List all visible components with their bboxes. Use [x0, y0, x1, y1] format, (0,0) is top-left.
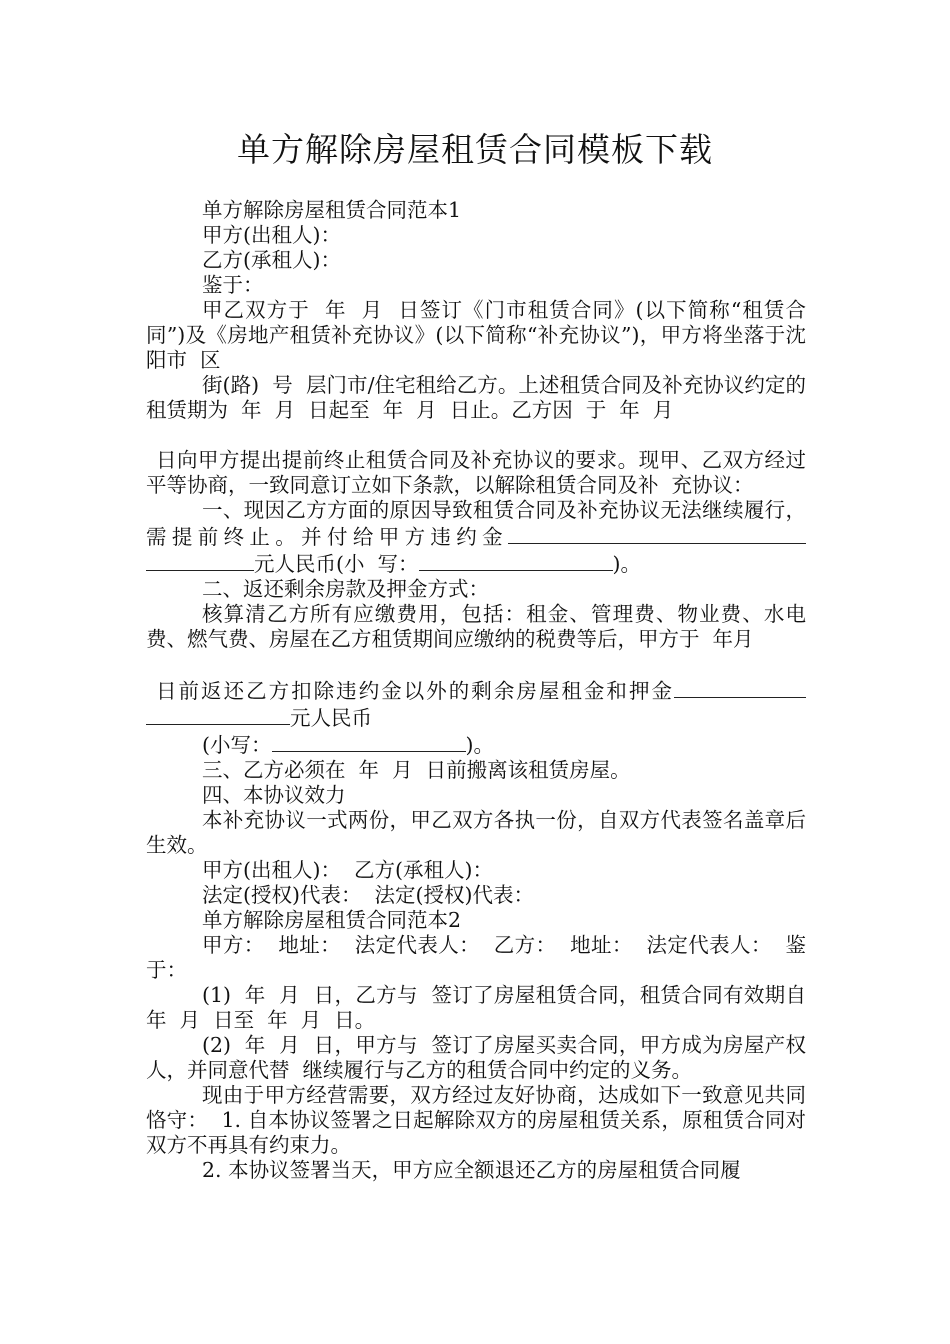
- paragraph-lease-term: 街(路) 号 层门市/住宅租给乙方。上述租赁合同及补充协议约定的租赁期为 年 月 日起至 年 月 日止。乙方因 于 年 月: [146, 373, 806, 422]
- penalty-amount-blank: [508, 523, 806, 544]
- penalty-amount-blank-cont: [146, 550, 254, 571]
- paragraph-refund: [146, 677, 806, 731]
- clause-1-text: 一、现因乙方方面的原因导致租赁合同及补充协议无法继续履行，需提前终止。并付给甲方违约金: [146, 498, 806, 549]
- paragraph-clause-1: [146, 498, 806, 577]
- paragraph-agreement-2: 2. 本协议签署当天，甲方应全额退还乙方的房屋租赁合同履: [202, 1158, 741, 1182]
- paragraph-clause-4-heading: 四、本协议效力: [202, 783, 346, 807]
- document-body: [146, 198, 820, 1183]
- refund-text: 日前返还乙方扣除违约金以外的剩余房屋租金和押金: [156, 679, 674, 703]
- paragraph-sample-2-heading: 单方解除房屋租赁合同范本2: [202, 908, 462, 932]
- paragraph-gap: [146, 652, 806, 677]
- paragraph-termination-request: 日向甲方提出提前终止租赁合同及补充协议的要求。现甲、乙双方经过平等协商，一致同意订立如下条款，以解除租赁合同及补 充协议：: [146, 448, 806, 497]
- paragraph-agreement-1: 现由于甲方经营需要，双方经过友好协商，达成如下一致意见共同恪守： 1. 自本协议签署之日起解除双方的房屋租赁关系，原租赁合同对双方不再具有约束力。: [146, 1083, 806, 1157]
- refund-currency: 元人民币: [290, 706, 372, 730]
- paragraph-recital-1: (1) 年 月 日，乙方与 签订了房屋租赁合同，租赁合同有效期自 年 月 日至 年 月 日。: [146, 983, 820, 1032]
- paragraph-fee-settlement: 核算清乙方所有应缴费用，包括：租金、管理费、物业费、水电费、燃气费、房屋在乙方租赁期间应缴纳的税费等后，甲方于 年月: [146, 602, 806, 651]
- refund-amount-blank: [674, 677, 806, 698]
- paragraph-party-b: 乙方(承租人)：: [202, 248, 341, 272]
- refund-lowercase-blank: [272, 731, 466, 752]
- paragraph-refund-lowercase: [146, 731, 806, 758]
- clause-1-close: )。: [612, 552, 642, 576]
- paragraph-recital-2: (2) 年 月 日，甲方与 签订了房屋买卖合同，甲方成为房屋产权人，并同意代替 继续履行与乙方的租赁合同中约定的义务。: [146, 1033, 806, 1082]
- penalty-lowercase-blank: [419, 550, 613, 571]
- paragraph-contract-signing: 甲乙双方于 年 月 日签订《门市租赁合同》(以下简称“租赁合同”)及《房地产租赁补充协议》(以下简称“补充协议”)，甲方将坐落于沈阳市 区: [146, 298, 806, 372]
- paragraph-sample-1-heading: 单方解除房屋租赁合同范本1: [202, 198, 462, 222]
- paragraph-sample-2-parties: 甲方： 地址： 法定代表人： 乙方： 地址： 法定代表人： 鉴于：: [146, 933, 806, 982]
- refund-lowercase-close: )。: [465, 733, 494, 757]
- clause-1-currency: 元人民币(小 写：: [254, 552, 419, 576]
- paragraph-clause-3: 三、乙方必须在 年 月 日前搬离该租赁房屋。: [202, 758, 631, 782]
- document-title: 单方解除房屋租赁合同模板下载: [237, 130, 713, 169]
- paragraph-clause-2-heading: 二、返还剩余房款及押金方式：: [202, 577, 489, 601]
- refund-amount-blank-cont: [146, 704, 290, 725]
- paragraph-signature-representatives: 法定(授权)代表： 法定(授权)代表：: [202, 883, 535, 907]
- paragraph-whereas: 鉴于：: [202, 273, 264, 297]
- paragraph-signature-parties: 甲方(出租人)： 乙方(承租人)：: [202, 858, 494, 882]
- paragraph-effectiveness: 本补充协议一式两份，甲乙双方各执一份，自双方代表签名盖章后生效。: [146, 808, 806, 857]
- refund-lowercase-label: (小写：: [202, 733, 272, 757]
- paragraph-party-a: 甲方(出租人)：: [202, 223, 341, 247]
- paragraph-gap: [146, 423, 806, 448]
